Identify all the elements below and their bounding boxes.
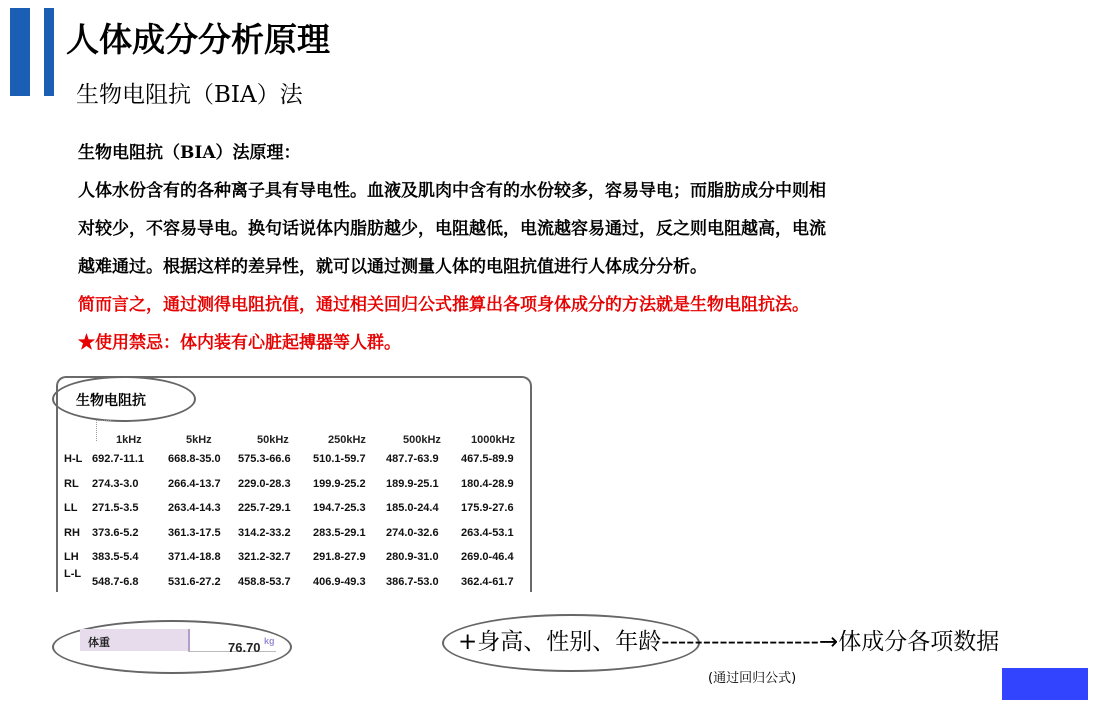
impedance-cell: 199.9-25.2 [313, 478, 366, 490]
impedance-table-title: 生物电阻抗 [76, 392, 146, 408]
page-title: 人体成分分析原理 [66, 20, 330, 59]
impedance-cell: 263.4-14.3 [168, 502, 221, 514]
row-label: RH [64, 527, 80, 539]
impedance-cell: 189.9-25.1 [386, 478, 439, 490]
column-header: 500kHz [403, 434, 441, 446]
formula-text: +身高、性别、年龄-------------------→体成分各项数据 [458, 629, 1000, 655]
impedance-cell: 194.7-25.3 [313, 502, 366, 514]
impedance-cell: 548.7-6.8 [92, 576, 139, 588]
impedance-cell: 467.5-89.9 [461, 453, 514, 465]
impedance-cell: 269.0-46.4 [461, 551, 514, 563]
impedance-cell: 386.7-53.0 [386, 576, 439, 588]
column-header: 1kHz [116, 434, 142, 446]
impedance-cell: 274.3-3.0 [92, 478, 139, 490]
impedance-cell: 668.8-35.0 [168, 453, 221, 465]
impedance-cell: 225.7-29.1 [238, 502, 291, 514]
row-label: LH [64, 551, 79, 563]
page-subtitle: 生物电阻抗（BIA）法 [76, 82, 303, 108]
weight-value: 76.70 [228, 640, 261, 655]
impedance-cell: 280.9-31.0 [386, 551, 439, 563]
impedance-cell: 383.5-5.4 [92, 551, 139, 563]
decorative-blue-box [1002, 668, 1088, 700]
impedance-cell: 406.9-49.3 [313, 576, 366, 588]
column-header: 5kHz [186, 434, 212, 446]
impedance-cell: 263.4-53.1 [461, 527, 514, 539]
impedance-cell: 692.7-11.1 [92, 453, 144, 465]
impedance-cell: 314.2-33.2 [238, 527, 291, 539]
row-label: L-L [64, 568, 82, 580]
paragraph-line: 人体水份含有的各种离子具有导电性。血液及肌肉中含有的水份较多，容易导电；而脂肪成分中则相 [78, 181, 826, 201]
impedance-cell: 321.2-32.7 [238, 551, 291, 563]
red-summary: 简而言之，通过测得电阻抗值，通过相关回归公式推算出各项身体成分的方法就是生物电阻抗法。 [78, 295, 809, 315]
paragraph-line: 越难通过。根据这样的差异性，就可以通过测量人体的电阻抗值进行人体成分分析。 [78, 257, 707, 277]
formula-note: (通过回归公式) [708, 671, 797, 686]
highlight-ellipse [52, 376, 196, 422]
impedance-cell: 371.4-18.8 [168, 551, 221, 563]
weight-unit: kg [264, 636, 275, 646]
impedance-cell: 283.5-29.1 [313, 527, 366, 539]
impedance-cell: 291.8-27.9 [313, 551, 366, 563]
column-header: 250kHz [328, 434, 366, 446]
column-header: 1000kHz [471, 434, 516, 446]
contraindication-warning: ★使用禁忌：体内装有心脏起搏器等人群。 [78, 333, 401, 353]
impedance-cell: 185.0-24.4 [386, 502, 439, 514]
title-accent-bar-thin [44, 8, 54, 96]
impedance-cell: 510.1-59.7 [313, 453, 366, 465]
impedance-cell: 175.9-27.6 [461, 502, 514, 514]
impedance-cell: 487.7-63.9 [386, 453, 439, 465]
impedance-cell: 531.6-27.2 [168, 576, 221, 588]
impedance-cell: 362.4-61.7 [461, 576, 514, 588]
dotted-marker [96, 420, 111, 441]
impedance-cell: 274.0-32.6 [386, 527, 439, 539]
impedance-cell: 266.4-13.7 [168, 478, 221, 490]
column-header: 50kHz [257, 434, 289, 446]
paragraph-line: 对较少，不容易导电。换句话说体内脂肪越少，电阻越低，电流越容易通过，反之则电阻越高，电流 [78, 219, 826, 239]
impedance-cell: 180.4-28.9 [461, 478, 514, 490]
impedance-cell: 229.0-28.3 [238, 478, 291, 490]
impedance-cell: 373.6-5.2 [92, 527, 139, 539]
impedance-cell: 575.3-66.6 [238, 453, 291, 465]
row-label: H-L [64, 453, 83, 465]
impedance-cell: 361.3-17.5 [168, 527, 221, 539]
weight-label: 体重 [88, 637, 110, 649]
row-label: RL [64, 478, 79, 490]
impedance-cell: 458.8-53.7 [238, 576, 291, 588]
title-accent-bar-thick [10, 8, 30, 96]
principle-heading: 生物电阻抗（BIA）法原理： [78, 143, 301, 163]
row-label: LL [64, 502, 78, 514]
impedance-cell: 271.5-3.5 [92, 502, 139, 514]
